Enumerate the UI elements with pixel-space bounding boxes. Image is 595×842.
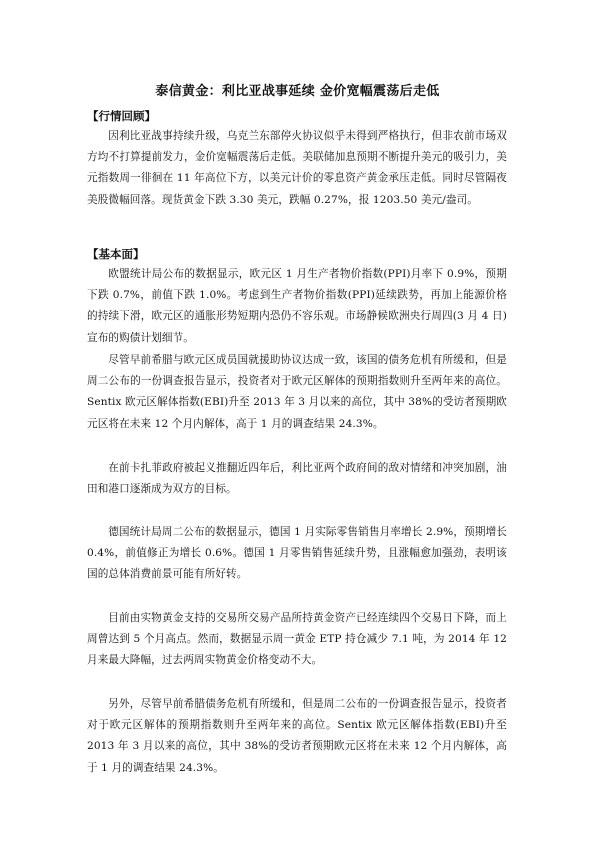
paragraph-eurozone-ppi: 欧盟统计局公布的数据显示，欧元区 1 月生产者物价指数(PPI)月率下 0.9%，预期下跌 0.7%，前值下跌 1.0%。考虑到生产者物价指数(PPI)延续跌势，再加上能源价格的持续下滑，欧元区的通胀形势短期内恐仍不容乐观。市场静候欧洲央行周四(3 月 4 日)宣布的购债计划细节。 (87, 268, 507, 344)
paragraph-gold-etp: 目前由实物黄金支持的交易所交易产品所持黄金资产已经连续四个交易日下降，而上周曾达到 5 个月高点。然而，数据显示周一黄金 ETP 持仓减少 7.1 吨，为 2014 年 12 月来最大降幅，过去两周实物黄金价格变动不大。 (87, 612, 507, 667)
paragraph-germany-retail: 德国统计局周二公布的数据显示，德国 1 月实际零售销售月率增长 2.9%，预期增长 0.4%，前值修正为增长 0.6%。德国 1 月零售销售延续升势，且涨幅愈加强劲，表明该国的总体消费前景可能有所好转。 (87, 526, 507, 581)
document-title: 泰信黄金：利比亚战事延续 金价宽幅震荡后走低 (155, 84, 440, 99)
paragraph-greece-sentix: 尽管早前希腊与欧元区成员国就援助协议达成一致，该国的债务危机有所缓和，但是周二公布的一份调查报告显示，投资者对于欧元区解体的预期指数则升至两年来的高位。Sentix 欧元区解体指数(EBI)升至 2013 年 3 月以来的高位，其中 38%的受访者预期欧元区将在未来 12 个月内解体，高于 1 月的调查结果 24.3%。 (87, 354, 507, 430)
section-heading-fundamentals: 【基本面】 (87, 247, 145, 261)
paragraph-libya: 在前卡扎菲政府被起义推翻近四年后，利比亚两个政府间的敌对情绪和冲突加剧，油田和港口逐渐成为双方的目标。 (87, 462, 507, 496)
paragraph-market-review: 因利比亚战事持续升级，乌克兰东部停火协议似乎未得到严格执行，但非农前市场双方均不打算提前发力，金价宽幅震荡后走低。美联储加息预期不断提升美元的吸引力，美元指数周一徘徊在 11 年高位下方，以美元计价的零息资产黄金承压走低。同时尽管隔夜美股微幅回落。现货黄金下跌 3.30 美元，跌幅 0.27%，报 1203.50 美元/盎司。 (87, 130, 507, 206)
paragraph-sentix-repeat: 另外，尽管早前希腊债务危机有所缓和，但是周二公布的一份调查报告显示，投资者对于欧元区解体的预期指数则升至两年来的高位。Sentix 欧元区解体指数(EBI)升至 2013 年 3 月以来的高位，其中 38%的受访者预期欧元区将在未来 12 个月内解体，高于 1 月的调查结果 24.3%。 (87, 698, 507, 774)
section-heading-market-review: 【行情回顾】 (87, 109, 156, 123)
